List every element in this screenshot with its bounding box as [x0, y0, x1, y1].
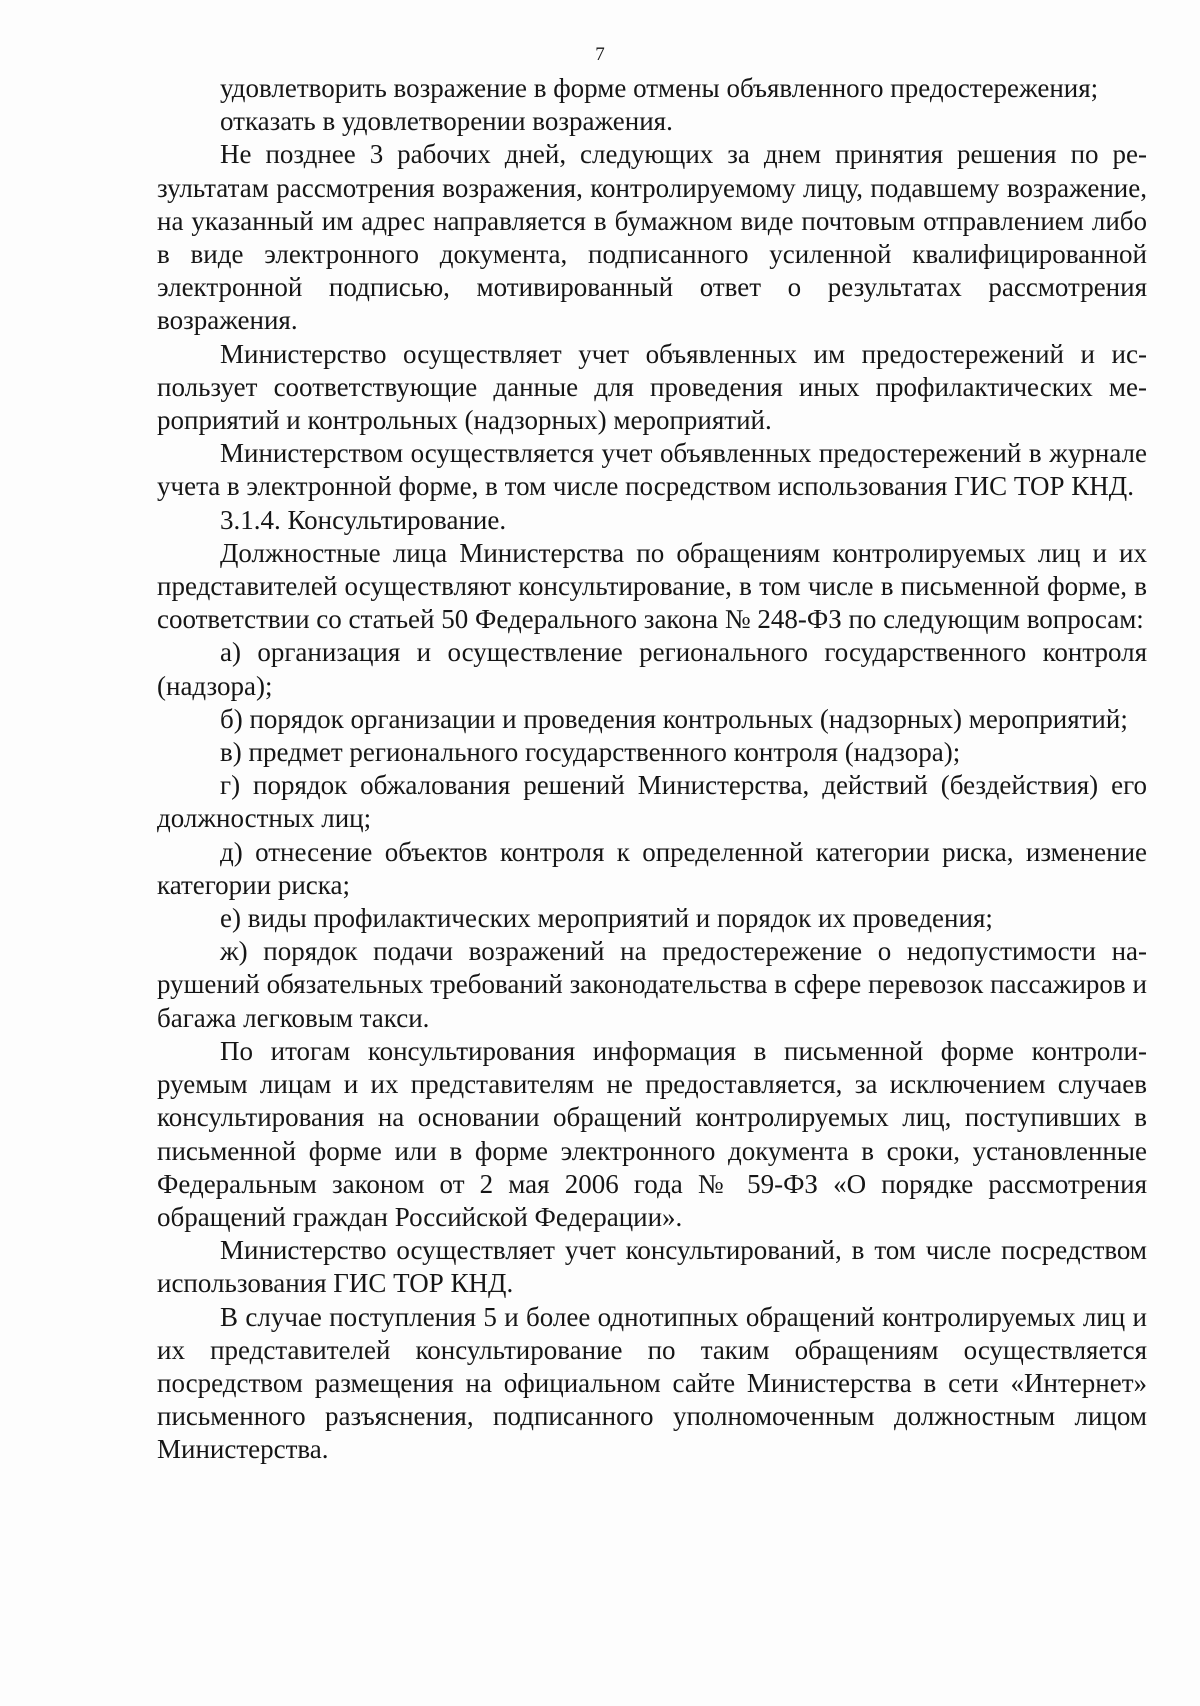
page-number: 7	[595, 44, 605, 65]
paragraph-response-deadline: Не позднее 3 рабочих дней, следующих за днем принятия решения по результатам рассмотрения возражения, контролируемому лицу, подавшему возражение, на указанный им адрес направляется в бумажном виде почтовым отправлением либо в виде электронного документа, подписанного усиленной квалифицированной электронной подписью, мотивированный ответ о результатах рассмотрения возражения.	[157, 139, 1147, 336]
list-item-b: б) порядок организации и проведения контрольных (надзорных) мероприятий;	[220, 703, 1128, 734]
paragraph-consulting-officials: Должностные лица Министерства по обращениям контролируемых лиц и их представителей осуществляют консультирование, в том числе в письменной форме, в соответствии со статьей 50 Федерального закона № 248-ФЗ по следующим вопросам:	[157, 537, 1147, 635]
paragraph-similar-requests: В случае поступления 5 и более однотипных обращений контролируемых лиц и их представителей консультирование по таким обращениям осуществляется посредством размещения на официальном сайте Министерства в сети «Интернет» письменного разъяснения, подписанного уполномоченным должностным лицом Министерства.	[157, 1301, 1147, 1465]
paragraph-consulting-accounting: Министерство осуществляет учет консультирований, в том числе посредством использования ГИС ТОР КНД.	[157, 1235, 1147, 1299]
paragraph-uphold-objection: удовлетворить возражение в форме отмены объявленного предостережения;	[220, 73, 1099, 103]
section-heading-consulting: 3.1.4. Консультирование.	[220, 504, 507, 535]
paragraph-reject-objection: отказать в удовлетворении возражения.	[220, 106, 673, 137]
list-item-v: в) предмет регионального государственного контроля (надзора);	[220, 737, 961, 768]
list-item-d: д) отнесение объектов контроля к определенной категории риска, изменение категории риска;	[157, 836, 1147, 900]
list-item-zh: ж) порядок подачи возражений на предостережение о недопустимости нарушений обязательных требований законодательства в сфере перевозок пассажиров и багажа легковым такси.	[157, 936, 1147, 1033]
document-body	[157, 72, 1147, 1467]
list-item-g: г) порядок обжалования решений Министерства, действий (бездействия) его должностных лиц;	[157, 770, 1147, 834]
paragraph-warnings-accounting: Министерство осуществляет учет объявленных им предостережений и использует соответствующие данные для проведения иных профилактических мероприятий и контрольных (надзорных) мероприятий.	[157, 338, 1147, 436]
list-item-a: а) организация и осуществление регионального государственного контроля (надзора);	[157, 637, 1147, 701]
paragraph-warnings-journal: Министерством осуществляется учет объявленных предостережений в журнале учета в электронной форме, в том числе посредством использования ГИС ТОР КНД.	[157, 438, 1147, 502]
list-item-e: е) виды профилактических мероприятий и порядок их проведения;	[220, 903, 993, 934]
paragraph-consulting-results: По итогам консультирования информация в письменной форме контролируемым лицам и их представителям не предоставляется, за исключением случаев консультирования на основании обращений контролируемых лиц, поступивших в письменной форме или в форме электронного документа в сроки, установленные Федеральным законом от 2 мая 2006 года № 59-ФЗ «О порядке рассмотрения обращений граждан Российской Федерации».	[157, 1035, 1147, 1232]
